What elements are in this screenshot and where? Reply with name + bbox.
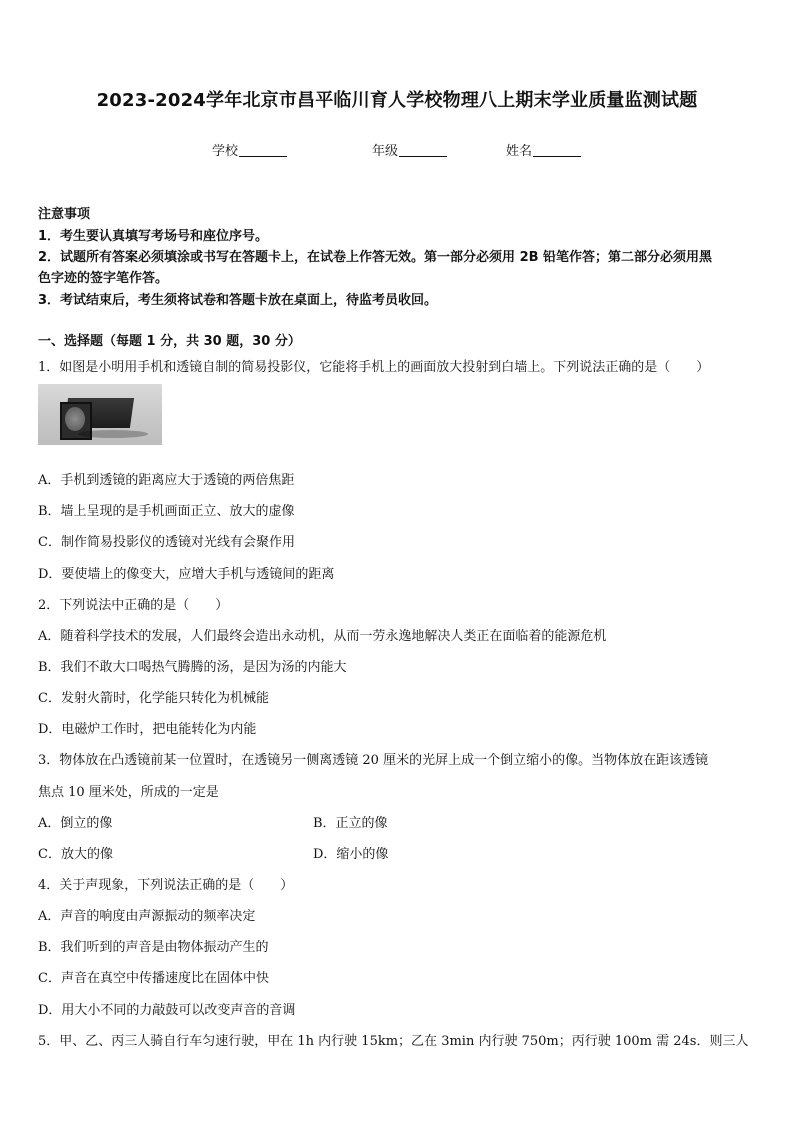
projector-figure [38,384,162,445]
q2-stem: 2．下列说法中正确的是（ ） [38,598,229,613]
q2-option-a[interactable]: A．随着科学技术的发展，人们最终会造出永动机，从而一劳永逸地解决人类正在面临着的能源危机 [38,629,607,644]
q1-option-b[interactable]: B．墙上呈现的是手机画面正立、放大的虚像 [38,504,295,519]
grade-blank[interactable] [399,143,447,157]
q5-stem: 5．甲、乙、丙三人骑自行车匀速行驶，甲在 1h 内行驶 15km；乙在 3min 内行驶 750m；丙行驶 100m 需 24s．则三人 [38,1034,749,1049]
q4-option-b[interactable]: B．我们听到的声音是由物体振动产生的 [38,940,269,955]
grade-label: 年级 [372,144,399,159]
notice-item-1: 1．考生要认真填写考场号和座位序号。 [38,229,269,244]
q4-stem: 4．关于声现象，下列说法正确的是（ ） [38,878,294,893]
q1-option-d[interactable]: D．要使墙上的像变大，应增大手机与透镜间的距离 [38,567,335,582]
q3-option-a[interactable]: A．倒立的像 [38,816,113,831]
q1-option-a[interactable]: A．手机到透镜的距离应大于透镜的两倍焦距 [38,473,295,488]
notice-item-3: 3．考试结束后，考生须将试卷和答题卡放在桌面上，待监考员收回。 [38,293,438,308]
q3-stem-line2: 焦点 10 厘米处，所成的一定是 [38,785,219,800]
q4-option-c[interactable]: C．声音在真空中传播速度比在固体中快 [38,971,269,986]
name-blank[interactable] [533,143,581,157]
grade-field[interactable] [372,140,447,159]
q3-option-d[interactable]: D．缩小的像 [313,847,389,862]
school-label: 学校 [212,144,239,159]
section-heading-choice: 一、选择题（每题 1 分，共 30 题，30 分） [38,334,301,349]
q2-option-b[interactable]: B．我们不敢大口喝热气腾腾的汤，是因为汤的内能大 [38,660,347,675]
q2-option-c[interactable]: C．发射火箭时，化学能只转化为机械能 [38,691,269,706]
q4-option-d[interactable]: D．用大小不同的力敲鼓可以改变声音的音调 [38,1003,296,1018]
exam-title: 2023-2024学年北京市昌平临川育人学校物理八上期末学业质量监测试题 [96,90,698,111]
q1-option-c[interactable]: C．制作简易投影仪的透镜对光线有会聚作用 [38,535,295,550]
q3-option-c[interactable]: C．放大的像 [38,847,113,862]
name-label: 姓名 [506,144,533,159]
notice-item-2: 2．试题所有答案必须填涂或书写在答题卡上，在试卷上作答无效。第一部分必须用 2B 铅笔作答；第二部分必须用黑 [38,250,713,265]
q4-option-a[interactable]: A．声音的响度由声源振动的频率决定 [38,909,256,924]
name-field[interactable] [506,140,581,159]
q3-stem-line1: 3．物体放在凸透镜前某一位置时，在透镜另一侧离透镜 20 厘米的光屏上成一个倒立缩小的像。当物体放在距该透镜 [38,753,709,768]
q3-option-b[interactable]: B．正立的像 [313,816,388,831]
school-field[interactable] [212,140,287,159]
notice-heading: 注意事项 [38,207,91,222]
school-blank[interactable] [239,143,287,157]
q1-stem: 1．如图是小明用手机和透镜自制的简易投影仪，它能将手机上的画面放大投射到白墙上。下列说法正确的是（ ） [38,360,710,375]
notice-item-2-cont: 色字迹的签字笔作答。 [38,271,169,286]
q2-option-d[interactable]: D．电磁炉工作时，把电能转化为内能 [38,722,257,737]
